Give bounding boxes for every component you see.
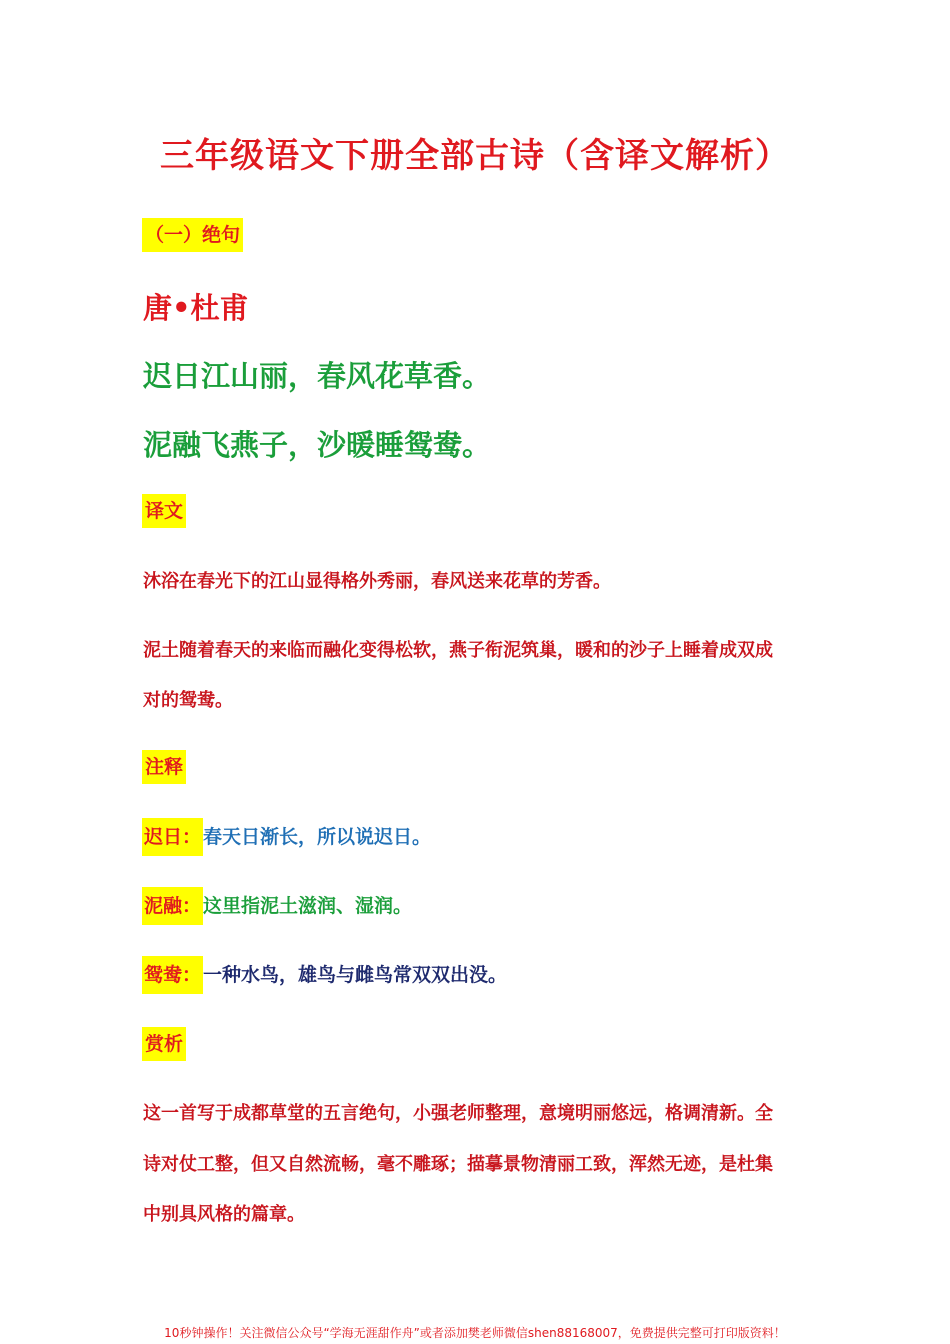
note-item xyxy=(142,960,507,987)
note-item xyxy=(142,822,431,849)
note-term: 泥融： xyxy=(142,887,203,925)
poem-line-1: 迟日江山丽，春风花草香。 xyxy=(143,359,492,393)
translation-label: 译文 xyxy=(142,494,186,528)
appreciation-line-1: 这一首写于成都草堂的五言绝句，小强老师整理，意境明丽悠远，格调清新。全 xyxy=(143,1103,773,1124)
appreciation-heading xyxy=(142,1029,186,1056)
appreciation-line-2: 诗对仗工整，但又自然流畅，毫不雕琢；描摹景物清丽工致，浑然无迹，是杜集 xyxy=(143,1154,773,1175)
footer-notice: 10秒钟操作！关注微信公众号“学海无涯甜作舟”或者添加樊老师微信shen88168007，免费提供完整可打印版资料！ xyxy=(164,1326,786,1340)
note-text: 这里指泥土滋润、湿润。 xyxy=(203,895,413,917)
translation-line-1: 沐浴在春光下的江山显得格外秀丽，春风送来花草的芳香。 xyxy=(143,571,611,592)
note-item xyxy=(142,891,412,918)
poem-line-2: 泥融飞燕子，沙暖睡鸳鸯。 xyxy=(143,428,492,462)
appreciation-label: 赏析 xyxy=(142,1027,186,1061)
section-heading xyxy=(142,220,243,247)
page-title: 三年级语文下册全部古诗（含译文解析） xyxy=(160,136,790,176)
appreciation-line-3: 中别具风格的篇章。 xyxy=(143,1204,305,1225)
translation-line-3: 对的鸳鸯。 xyxy=(143,690,233,711)
notes-heading xyxy=(142,752,186,779)
note-term: 鸳鸯： xyxy=(142,956,203,994)
section-heading-label: （一）绝句 xyxy=(142,218,243,252)
note-text: 春天日渐长，所以说迟日。 xyxy=(203,826,432,848)
notes-label: 注释 xyxy=(142,750,186,784)
note-text: 一种水鸟，雄鸟与雌鸟常双双出没。 xyxy=(203,964,508,986)
translation-line-2: 泥土随着春天的来临而融化变得松软，燕子衔泥筑巢，暖和的沙子上睡着成双成 xyxy=(143,640,773,661)
note-term: 迟日： xyxy=(142,818,203,856)
translation-heading xyxy=(142,496,186,523)
poem-author: 唐•杜甫 xyxy=(143,291,249,325)
